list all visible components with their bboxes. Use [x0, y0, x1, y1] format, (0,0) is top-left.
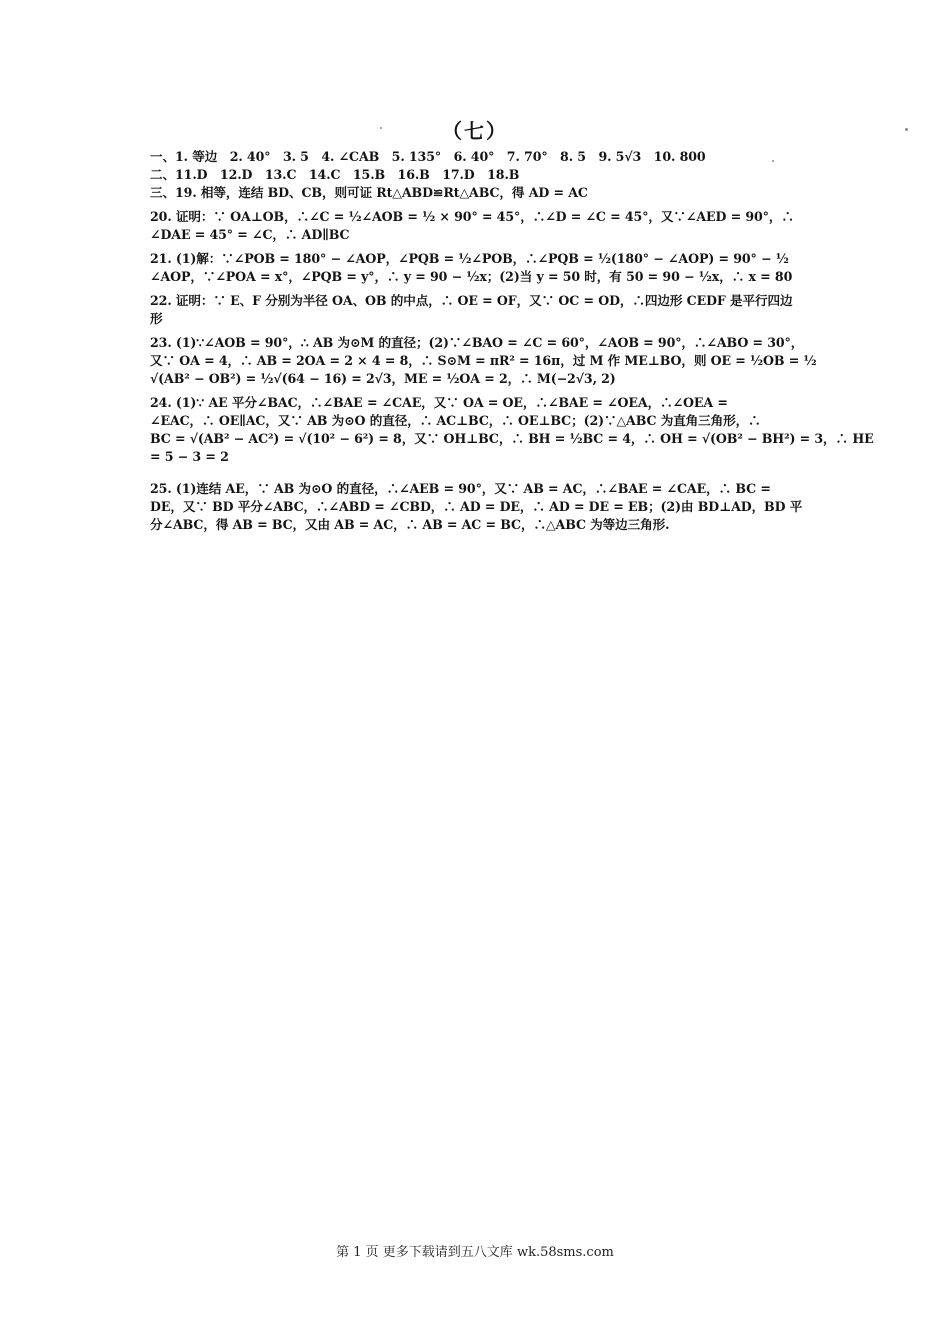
answer-line: 22. 证明：∵ E、F 分别为半径 OA、OB 的中点，∴ OE = OF，又∵ OC = OD，∴四边形 CEDF 是平行四边 [150, 293, 793, 308]
answer-line: ∠DAE = 45° = ∠C，∴ AD∥BC [150, 227, 350, 242]
page-title: （七） [442, 119, 508, 143]
answer-20 [150, 208, 800, 244]
answer-line: BC = √(AB² − AC²) = √(10² − 6²) = 8，又∵ OH⊥BC，∴ BH = ½BC = 4，∴ OH = √(OB² − BH²) = 3，∴ HE [150, 431, 874, 446]
scan-speck [905, 128, 908, 131]
answer-line: 20. 证明：∵ OA⊥OB，∴∠C = ½∠AOB = ½ × 90° = 45°，∴∠D = ∠C = 45°，又∵∠AED = 90°，∴ [150, 209, 794, 224]
answer-section-3: 三、19. 相等，连结 BD、CB，则可证 Rt△ABD≌Rt△ABC，得 AD = AC [150, 185, 588, 200]
answer-21 [150, 250, 800, 286]
answer-line: ∠AOP，∵∠POA = x°，∠PQB = y°，∴ y = 90 − ½x；(2)当 y = 50 时，有 50 = 90 − ½x，∴ x = 80 [150, 269, 793, 284]
answer-section-1: 一、1. 等边 2. 40° 3. 5 4. ∠CAB 5. 135° 6. 40° 7. 70° 8. 5 9. 5√3 10. 800 [150, 149, 706, 164]
answer-22 [150, 292, 800, 328]
answer-line: 25. (1)连结 AE，∵ AB 为⊙O 的直径，∴∠AEB = 90°，又∵ AB = AC，∴∠BAE = ∠CAE，∴ BC = [150, 481, 771, 496]
answer-section-2: 二、11.D 12.D 13.C 14.C 15.B 16.B 17.D 18.B [150, 167, 520, 182]
answer-line: 21. (1)解：∵∠POB = 180° − ∠AOP，∠PQB = ½∠POB，∴∠PQB = ½(180° − ∠AOP) = 90° − ½ [150, 251, 789, 266]
answer-line: ∠EAC，∴ OE∥AC，又∵ AB 为⊙O 的直径，∴ AC⊥BC，∴ OE⊥BC；(2)∵△ABC 为直角三角形，∴ [150, 413, 761, 428]
answer-23 [150, 334, 817, 388]
answer-line: √(AB² − OB²) = ½√(64 − 16) = 2√3，ME = ½OA = 2，∴ M(−2√3, 2) [150, 371, 616, 386]
answer-line: DE，又∵ BD 平分∠ABC，∴∠ABD = ∠CBD，∴ AD = DE，∴ AD = DE = EB；(2)由 BD⊥AD，BD 平 [150, 499, 803, 514]
answer-line: 又∵ OA = 4，∴ AB = 2OA = 2 × 4 = 8，∴ S⊙M = πR² = 16π，过 M 作 ME⊥BO，则 OE = ½OB = ½ [150, 353, 817, 368]
answer-line: 分∠ABC，得 AB = BC，又由 AB = AC，∴ AB = AC = BC，∴△ABC 为等边三角形. [150, 517, 670, 532]
answer-line: 24. (1)∵ AE 平分∠BAC，∴∠BAE = ∠CAE，又∵ OA = OE，∴∠BAE = ∠OEA，∴∠OEA = [150, 395, 728, 410]
answer-line: = 5 − 3 = 2 [150, 449, 229, 464]
answer-key [150, 118, 874, 534]
page-footer: 第 1 页 更多下载请到五八文库 wk.58sms.com [336, 1245, 614, 1260]
answer-line: 形 [150, 311, 163, 326]
answer-24 [150, 394, 874, 466]
answer-25 [150, 480, 803, 534]
answer-line: 23. (1)∵∠AOB = 90°，∴ AB 为⊙M 的直径；(2)∵∠BAO = ∠C = 60°，∠AOB = 90°，∴∠ABO = 30°， [150, 335, 804, 350]
scan-speck [380, 127, 382, 129]
scan-speck [772, 160, 774, 162]
